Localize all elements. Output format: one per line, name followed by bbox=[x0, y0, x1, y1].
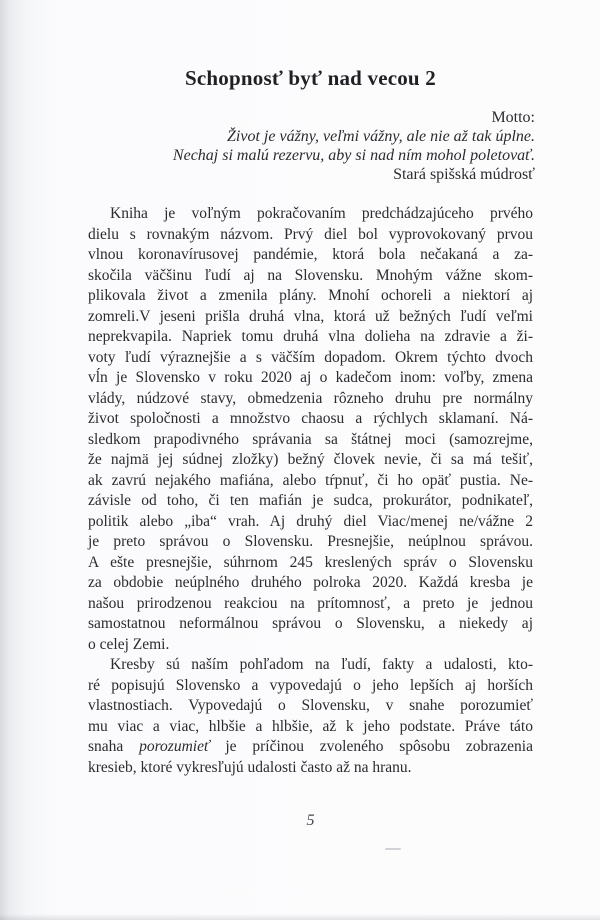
text-line: vĺn je Slovensko v roku 2020 aj o kadečom inom: voľby, zmena bbox=[88, 369, 533, 386]
text-line: ré popisujú Slovensko a vypovedajú o jeho lepších aj horších bbox=[88, 676, 533, 694]
paragraph bbox=[88, 655, 533, 778]
scan-smudge-mark bbox=[385, 848, 401, 850]
motto-block bbox=[88, 108, 535, 184]
text-line: dielu s rovnakým názvom. Prvý diel bol vyprovokovaný prvou bbox=[88, 225, 533, 243]
text-line: snaha porozumieť je príčinou zvoleného spôsobu zobrazenia bbox=[88, 738, 533, 755]
text-line: za obdobie neúplného druhého polroka 2020. Každá kresba je bbox=[88, 574, 533, 591]
text-line: je preto správou o Slovensku. Presnejšie, neúplnou správou. bbox=[88, 533, 533, 550]
text-line: vlnou koronavírusovej pandémie, ktorá bola nečakaná a za- bbox=[88, 246, 533, 263]
paragraph bbox=[88, 204, 533, 655]
text-line: voty ľudí výraznejšie a s väčším dopadom. Okrem týchto dvoch bbox=[88, 348, 533, 366]
text-line: sledkom prapodivného správania sa štátnej moci (samozrejme, bbox=[88, 430, 533, 448]
page-content bbox=[88, 64, 533, 778]
text-line: Kniha je voľným pokračovaním predchádzajúceho prvého bbox=[110, 205, 533, 222]
page-number: 5 bbox=[306, 812, 315, 829]
text-line: našou prirodzenou reakciou na prítomnosť, a preto je jednou bbox=[88, 594, 533, 612]
motto-line-1: Život je vážny, veľmi vážny, ale nie až tak úplne. bbox=[227, 128, 535, 145]
text-line: neprekvapila. Napriek tomu druhá vlna dolieha na zdravie a ži- bbox=[88, 328, 533, 345]
text-line: o celej Zemi. bbox=[88, 635, 170, 653]
text-line: plikovala život a zmenila plány. Mnohí ochoreli a niektorí aj bbox=[88, 287, 533, 304]
motto-label: Motto: bbox=[491, 109, 535, 126]
text-line: vlastnostiach. Vypovedajú o Slovensku, v snahe porozumieť bbox=[88, 697, 533, 714]
text-line: život spoločnosti a množstvo chaosu a rýchlych sklamaní. Ná- bbox=[88, 410, 533, 427]
text-line: skočila väčšinu ľudí aj na Slovensku. Mnohým vážne skom- bbox=[88, 266, 533, 284]
text-line: mu viac a viac, hlbšie a hlbšie, až k jeho podstate. Práve táto bbox=[88, 717, 533, 735]
text-line: Kresby sú naším pohľadom na ľudí, fakty a udalosti, kto- bbox=[110, 656, 533, 673]
body-paragraphs bbox=[88, 204, 533, 778]
text-line: vlády, núdzové stavy, obmedzenia rôzneho druhu pre normálny bbox=[88, 389, 533, 407]
motto-attribution: Stará spišská múdrosť bbox=[393, 166, 535, 183]
text-line: že najmä jej súdnej zložky) bežný človek nevie, či sa má tešiť, bbox=[88, 451, 533, 468]
text-line: A ešte presnejšie, súhrnom 245 kreslených správ o Slovensku bbox=[88, 553, 533, 571]
text-line: zomreli.V jeseni prišla druhá vlna, ktorá už bežných ľudí veľmi bbox=[88, 307, 533, 325]
motto-line-2: Nechaj si malú rezervu, aby si nad ním mohol poletovať. bbox=[172, 147, 535, 164]
text-line: samostatnou neformálnou správou o Slovensku, a niekedy aj bbox=[88, 615, 533, 632]
text-line: závisle od toho, či ten mafián je sudca, prokurátor, podnikateľ, bbox=[88, 492, 533, 509]
text-line: kresieb, ktoré vykresľujú udalosti často až na hranu. bbox=[88, 758, 412, 776]
text-line: ak zavrú nejakého mafiána, alebo tŕpnuť, či ho opäť pustia. Ne- bbox=[88, 471, 533, 489]
chapter-title: Schopnosť byť nad vecou 2 bbox=[185, 66, 436, 90]
text-line: politik alebo „iba“ vrah. Aj druhý diel Viac/menej ne/vážne 2 bbox=[88, 512, 533, 530]
